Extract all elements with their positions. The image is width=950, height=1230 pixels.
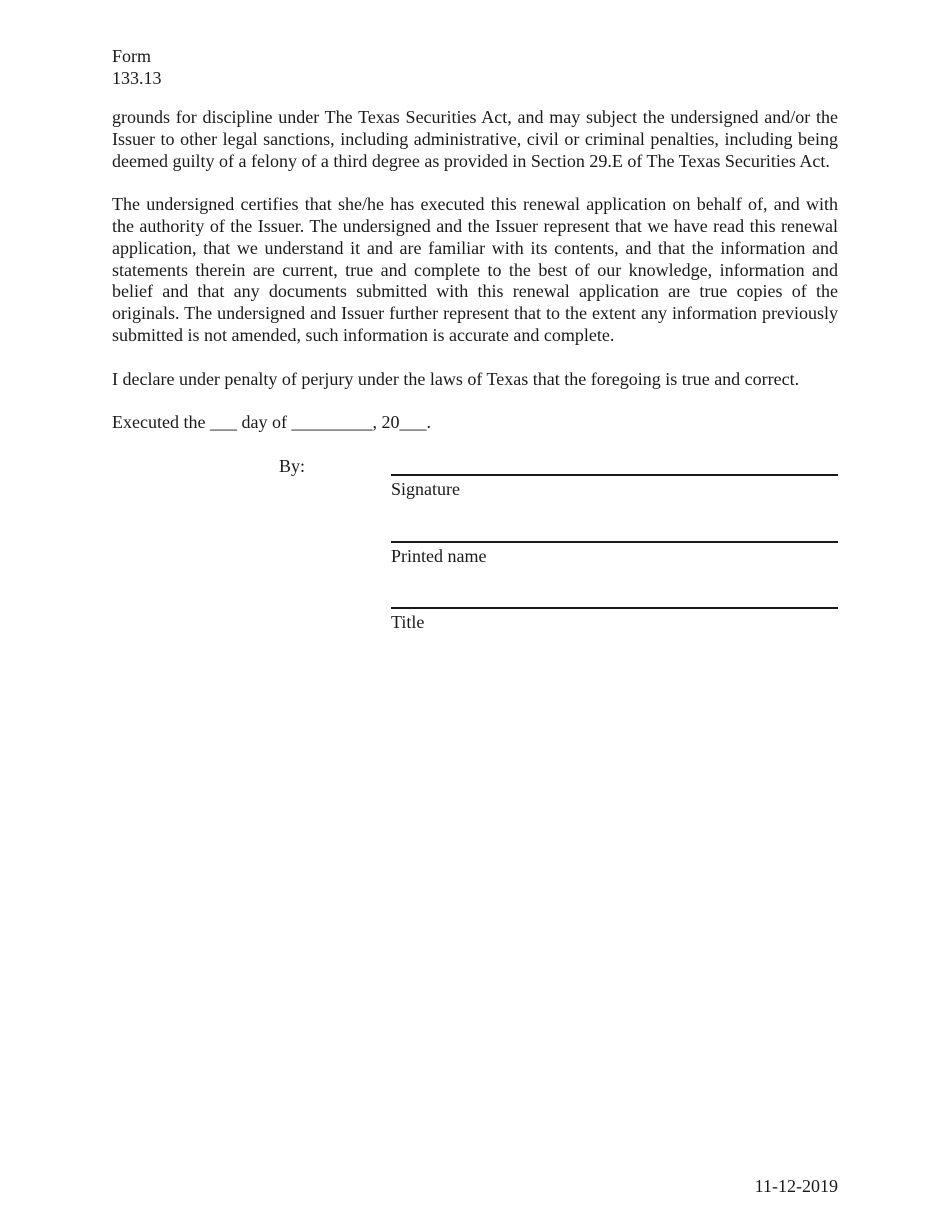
title-caption: Title bbox=[391, 612, 425, 632]
printed-name-line bbox=[391, 541, 838, 543]
form-identifier bbox=[112, 45, 162, 89]
signature-caption: Signature bbox=[391, 479, 460, 499]
signature-line bbox=[391, 474, 838, 476]
form-number: 133.13 bbox=[112, 68, 162, 88]
document-body bbox=[112, 107, 838, 434]
perjury-declaration: I declare under penalty of perjury under the laws of Texas that the foregoing is true and correct. bbox=[112, 368, 800, 389]
printed-name-caption: Printed name bbox=[391, 546, 487, 566]
by-label: By: bbox=[279, 456, 306, 476]
certification-paragraph: The undersigned certifies that she/he has executed this renewal application on behalf of, and with the authority of the Issuer. The undersigned and the Issuer represent that we have read this renewal application, that we understand it and are familiar with its contents, and that the information and statements therein are current, true and complete to the best of our knowledge, information and belief and that any documents submitted with this renewal application are true copies of the originals. The undersigned and Issuer further represent that to the extent any information previously submitted is not amended, such information is accurate and complete. bbox=[112, 194, 838, 345]
printed-name-field[interactable] bbox=[391, 541, 838, 567]
revision-date: 11-12-2019 bbox=[754, 1176, 838, 1196]
discipline-paragraph: grounds for discipline under The Texas Securities Act, and may subject the undersigned and/or the Issuer to other legal sanctions, including administrative, civil or criminal penalties, including being deemed guilty of a felony of a third degree as provided in Section 29.E of The Texas Securities Act. bbox=[112, 107, 838, 171]
signature-field[interactable] bbox=[391, 474, 838, 500]
title-line bbox=[391, 607, 838, 609]
title-field[interactable] bbox=[391, 607, 838, 633]
form-label: Form bbox=[112, 46, 152, 66]
executed-date-line: Executed the ___ day of _________, 20___. bbox=[112, 412, 431, 433]
